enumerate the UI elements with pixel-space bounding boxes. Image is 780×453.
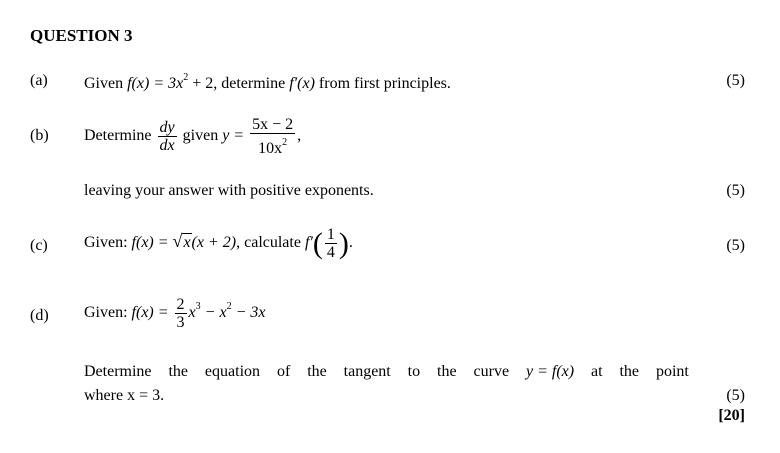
part-b-pre: Determine xyxy=(84,127,152,145)
part-d-numerator: 2 xyxy=(176,296,185,313)
part-b-label: (b) xyxy=(30,127,49,144)
part-c-pre: Given: xyxy=(84,234,128,252)
part-d-line2-word: to xyxy=(407,363,421,380)
part-b-dy: dy xyxy=(159,119,175,136)
part-d-term1: x xyxy=(188,304,196,322)
part-b-denominator xyxy=(250,133,295,157)
part-c-label: (c) xyxy=(30,237,48,254)
part-d-marks: (5) xyxy=(726,387,745,404)
part-a-pre: Given xyxy=(84,75,124,92)
part-d-line2-word: the xyxy=(619,363,640,380)
part-d-line2-word: equation xyxy=(204,363,261,380)
part-c-numerator: 1 xyxy=(326,226,335,243)
part-a-text xyxy=(84,72,451,93)
part-d-line2-word: Determine xyxy=(84,363,152,380)
part-b-den-exp: 2 xyxy=(282,137,288,148)
part-d-line2 xyxy=(84,363,689,381)
part-b-fraction xyxy=(250,116,295,157)
part-d-line3: where x = 3. xyxy=(84,387,165,404)
part-d-line2-word: curve xyxy=(473,363,510,380)
part-c-marks: (5) xyxy=(726,237,745,254)
part-c-f-eq: f(x) = xyxy=(131,234,169,252)
part-d-line2-word: y = f(x) xyxy=(525,363,575,380)
sqrt-icon: √ xyxy=(172,231,183,252)
part-b-numerator: 5x − 2 xyxy=(252,116,294,133)
part-b-marks: (5) xyxy=(726,182,745,199)
left-paren-icon: ( xyxy=(312,227,323,261)
right-paren-icon: ) xyxy=(338,227,349,261)
part-c-sqrt-arg: x xyxy=(183,234,191,252)
part-d-line2-word: at xyxy=(591,363,603,380)
part-c-denominator: 4 xyxy=(326,244,335,261)
part-a-label: (a) xyxy=(30,72,48,89)
part-a-marks: (5) xyxy=(726,72,745,89)
part-a-mid: + 2, determine xyxy=(192,75,286,92)
part-b-line2: leaving your answer with positive exponents. xyxy=(84,182,374,199)
part-b-comma: , xyxy=(297,127,302,145)
part-d-line2-word: point xyxy=(655,363,689,380)
part-c-fprime: f′ xyxy=(304,234,313,252)
part-d-fraction xyxy=(175,296,187,331)
question-total: [20] xyxy=(718,407,745,424)
part-c-text xyxy=(84,226,353,261)
part-d-term3: − 3x xyxy=(235,304,266,322)
part-d-line2-word: the xyxy=(437,363,457,380)
part-d-line2-word: the xyxy=(168,363,188,380)
part-c-fraction xyxy=(325,226,337,261)
part-b-text xyxy=(84,116,301,157)
question-title: QUESTION 3 xyxy=(30,26,133,45)
part-a-exponent: 2 xyxy=(183,72,189,83)
part-a-derivative: f′(x) xyxy=(289,75,315,92)
part-d-term2-exp: 2 xyxy=(226,301,232,313)
part-d-label: (d) xyxy=(30,307,49,324)
part-c-dot: . xyxy=(348,234,353,252)
part-b-dydx-fraction xyxy=(158,119,177,154)
part-d-line2-word: tangent xyxy=(343,363,391,380)
part-d-pre: Given: xyxy=(84,304,128,322)
part-b-den-base: 10x xyxy=(258,140,283,157)
part-d-f-eq: f(x) = xyxy=(131,304,169,322)
part-a-post: from first principles. xyxy=(318,75,451,92)
part-c-paren: (x + 2) xyxy=(191,234,237,252)
part-b-y-eq: y = xyxy=(222,127,245,145)
part-c-mid: , calculate xyxy=(236,234,301,252)
part-d-term2: − x xyxy=(204,304,227,322)
part-d-term1-exp: 3 xyxy=(195,301,201,313)
part-b-given: given xyxy=(182,127,219,145)
part-d-line2-word: of xyxy=(276,363,291,380)
part-a-function: f(x) = 3x xyxy=(127,75,184,92)
part-d-denominator: 3 xyxy=(176,314,185,331)
part-d-text xyxy=(84,296,265,331)
part-b-dx: dx xyxy=(159,137,175,154)
part-d-line2-word: the xyxy=(307,363,327,380)
